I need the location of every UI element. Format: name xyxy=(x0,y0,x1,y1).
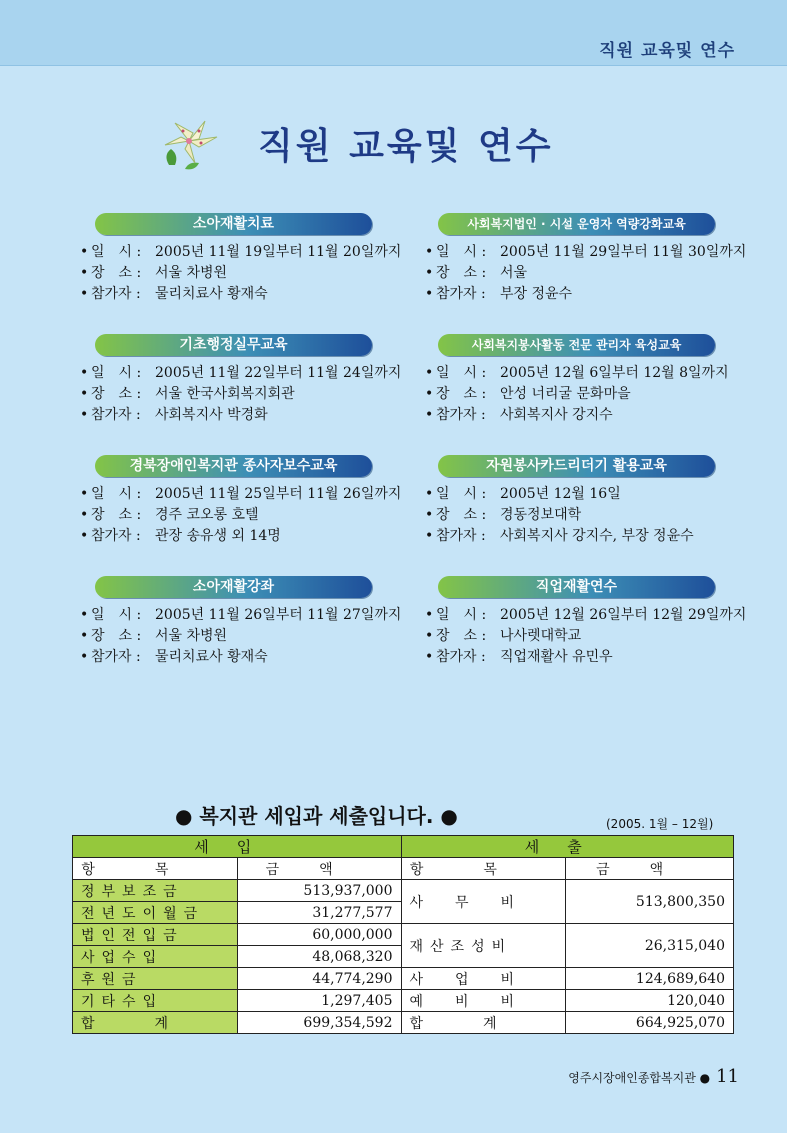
program-title: 자원봉사카드리더기 활용교육 xyxy=(438,455,715,477)
income-item: 후원금 xyxy=(73,968,238,990)
expense-total-amount: 664,925,070 xyxy=(566,1012,734,1034)
program-info: • 일 시 : 2005년 11월 19일부터 11월 20일까지 • 장 소 : 서울 차병원 • 참가자 : 물리치료사 황재숙 xyxy=(80,244,402,302)
income-total-amount: 699,354,592 xyxy=(237,1012,401,1034)
expense-amount: 124,689,640 xyxy=(566,968,734,990)
expense-item: 재산조성비 xyxy=(401,924,566,968)
program-info: • 일 시 : 2005년 12월 26일부터 12월 29일까지 • 장 소 : 나사렛대학교 • 참가자 : 직업재활사 유민우 xyxy=(425,607,747,665)
lily-flower-icon xyxy=(155,115,223,175)
program-info: • 일 시 : 2005년 12월 6일부터 12월 8일까지 • 장 소 : 안성 너리굴 문화마을 • 참가자 : 사회복지사 강지수 xyxy=(425,365,729,423)
program-info: • 일 시 : 2005년 12월 16일 • 장 소 : 경동정보대학 • 참가자 : 사회복지사 강지수, 부장 정윤수 xyxy=(425,486,694,544)
expense-header: 세출 xyxy=(401,836,734,858)
finance-period: (2005. 1월 – 12월) xyxy=(606,817,714,831)
program-title: 직업재활연수 xyxy=(438,576,715,598)
program-title: 소아재활강좌 xyxy=(95,576,372,598)
top-banner xyxy=(0,0,787,66)
column-header: 금액 xyxy=(566,858,734,880)
program-title: 사회복지봉사활동 전문 관리자 육성교육 xyxy=(438,334,715,356)
income-item: 법인전입금 xyxy=(73,924,238,946)
income-amount: 48,068,320 xyxy=(237,946,401,968)
expense-amount: 26,315,040 xyxy=(566,924,734,968)
expense-total-label: 합계 xyxy=(401,1012,566,1034)
income-item: 기타수입 xyxy=(73,990,238,1012)
program-info: • 일 시 : 2005년 11월 25일부터 11월 26일까지 • 장 소 : 경주 코오롱 호텔 • 참가자 : 관장 송유생 외 14명 xyxy=(80,486,402,544)
program-title: 경북장애인복지관 종사자보수교육 xyxy=(95,455,372,477)
section-title: 직원 교육및 연수 xyxy=(599,41,735,61)
income-amount: 513,937,000 xyxy=(237,880,401,902)
footer-org: 영주시장애인종합복지관 ● xyxy=(568,1071,711,1085)
page-footer xyxy=(568,1066,739,1087)
income-total-label: 합계 xyxy=(73,1012,238,1034)
income-amount: 1,297,405 xyxy=(237,990,401,1012)
expense-item: 예비비 xyxy=(401,990,566,1012)
page-title: 직원 교육및 연수 xyxy=(258,126,554,167)
income-item: 사업수입 xyxy=(73,946,238,968)
finance-title: ● 복지관 세입과 세출입니다. ● xyxy=(175,804,458,828)
column-header: 항목 xyxy=(73,858,238,880)
page-number: 11 xyxy=(716,1066,739,1087)
income-amount: 31,277,577 xyxy=(237,902,401,924)
income-item: 전년도이월금 xyxy=(73,902,238,924)
program-title: 소아재활치료 xyxy=(95,213,372,235)
expense-item: 사업비 xyxy=(401,968,566,990)
income-header: 세입 xyxy=(73,836,402,858)
finance-table xyxy=(72,835,734,1034)
program-title: 사회복지법인 · 시설 운영자 역량강화교육 xyxy=(438,213,715,235)
program-info: • 일 시 : 2005년 11월 22일부터 11월 24일까지 • 장 소 : 서울 한국사회복지회관 • 참가자 : 사회복지사 박경화 xyxy=(80,365,402,423)
expense-item: 사무비 xyxy=(401,880,566,924)
program-info: • 일 시 : 2005년 11월 29일부터 11월 30일까지 • 장 소 : 서울 • 참가자 : 부장 정윤수 xyxy=(425,244,747,302)
income-amount: 44,774,290 xyxy=(237,968,401,990)
program-title: 기초행정실무교육 xyxy=(95,334,372,356)
expense-amount: 120,040 xyxy=(566,990,734,1012)
column-header: 항목 xyxy=(401,858,566,880)
program-info: • 일 시 : 2005년 11월 26일부터 11월 27일까지 • 장 소 : 서울 차병원 • 참가자 : 물리치료사 황재숙 xyxy=(80,607,402,665)
income-item: 정부보조금 xyxy=(73,880,238,902)
income-amount: 60,000,000 xyxy=(237,924,401,946)
expense-amount: 513,800,350 xyxy=(566,880,734,924)
column-header: 금액 xyxy=(237,858,401,880)
